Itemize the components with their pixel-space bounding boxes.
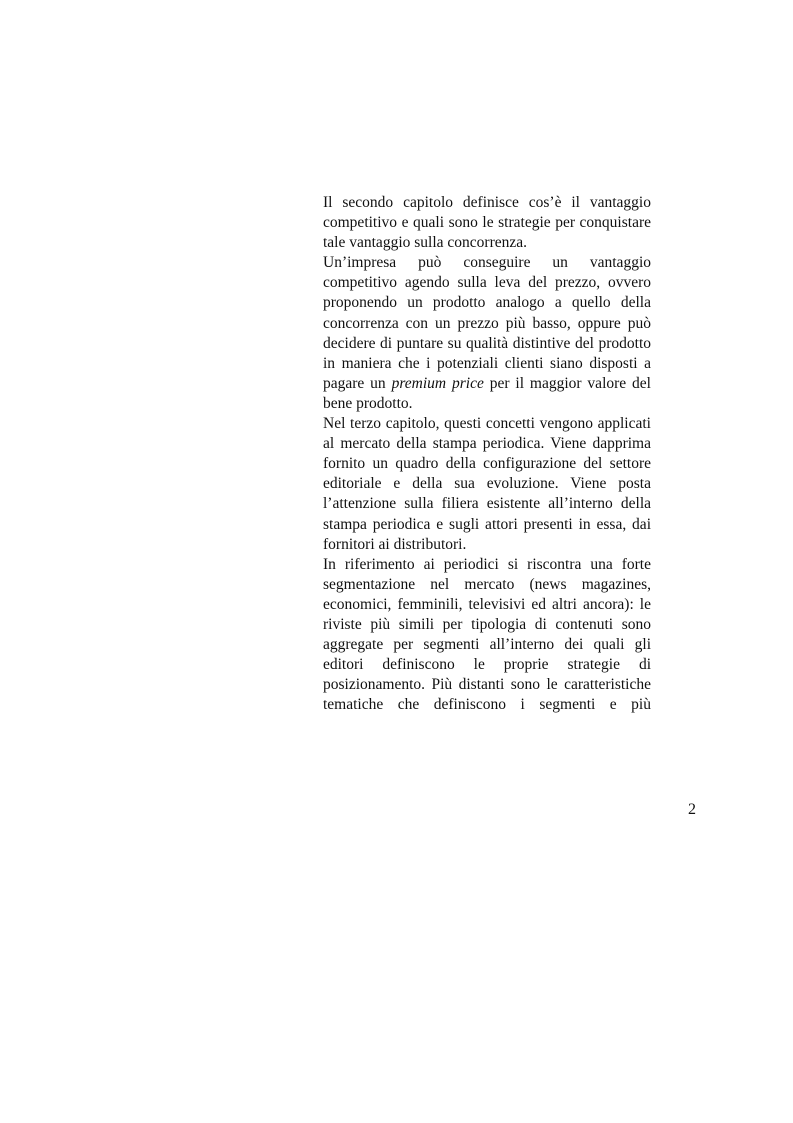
paragraph-4: In riferimento ai periodici si riscontra una forte segmentazione nel mercato (news magazines, economici, femminili, televisivi ed altri ancora): le riviste più simili per tipologia di contenuti sono aggregate per segmenti all’interno dei quali gli editori definiscono le proprie strategie di posizionamento. Più distanti sono le caratteristiche tematiche che definiscono i segmenti e più [323, 555, 651, 714]
paragraph-2-italic-term: premium price [391, 374, 484, 392]
page-number: 2 [688, 801, 696, 818]
body-text [323, 193, 651, 715]
paragraph-2 [323, 253, 651, 414]
paragraph-3: Nel terzo capitolo, questi concetti vengono applicati al mercato della stampa periodica. Viene dapprima fornito un quadro della configurazione del settore editoriale e della sua evoluzione. Viene posta l’attenzione sulla filiera esistente all’interno della stampa periodica e sugli attori presenti in essa, dai fornitori ai distributori. [323, 415, 651, 553]
paragraph-2-text-after: per il maggior valore del bene prodotto. [323, 374, 651, 412]
paragraph-2-text-before: Un’impresa può conseguire un vantaggio competitivo agendo sulla leva del prezzo, ovvero proponendo un prodotto analogo a quello della concorrenza con un prezzo più basso, oppure può decidere di puntare su qualità distintive del prodotto in maniera che i potenziali clienti siano disposti a pagare un [323, 254, 651, 392]
paragraph-1: Il secondo capitolo definisce cos’è il vantaggio competitivo e quali sono le strategie per conquistare tale vantaggio sulla concorrenza. [323, 194, 651, 252]
